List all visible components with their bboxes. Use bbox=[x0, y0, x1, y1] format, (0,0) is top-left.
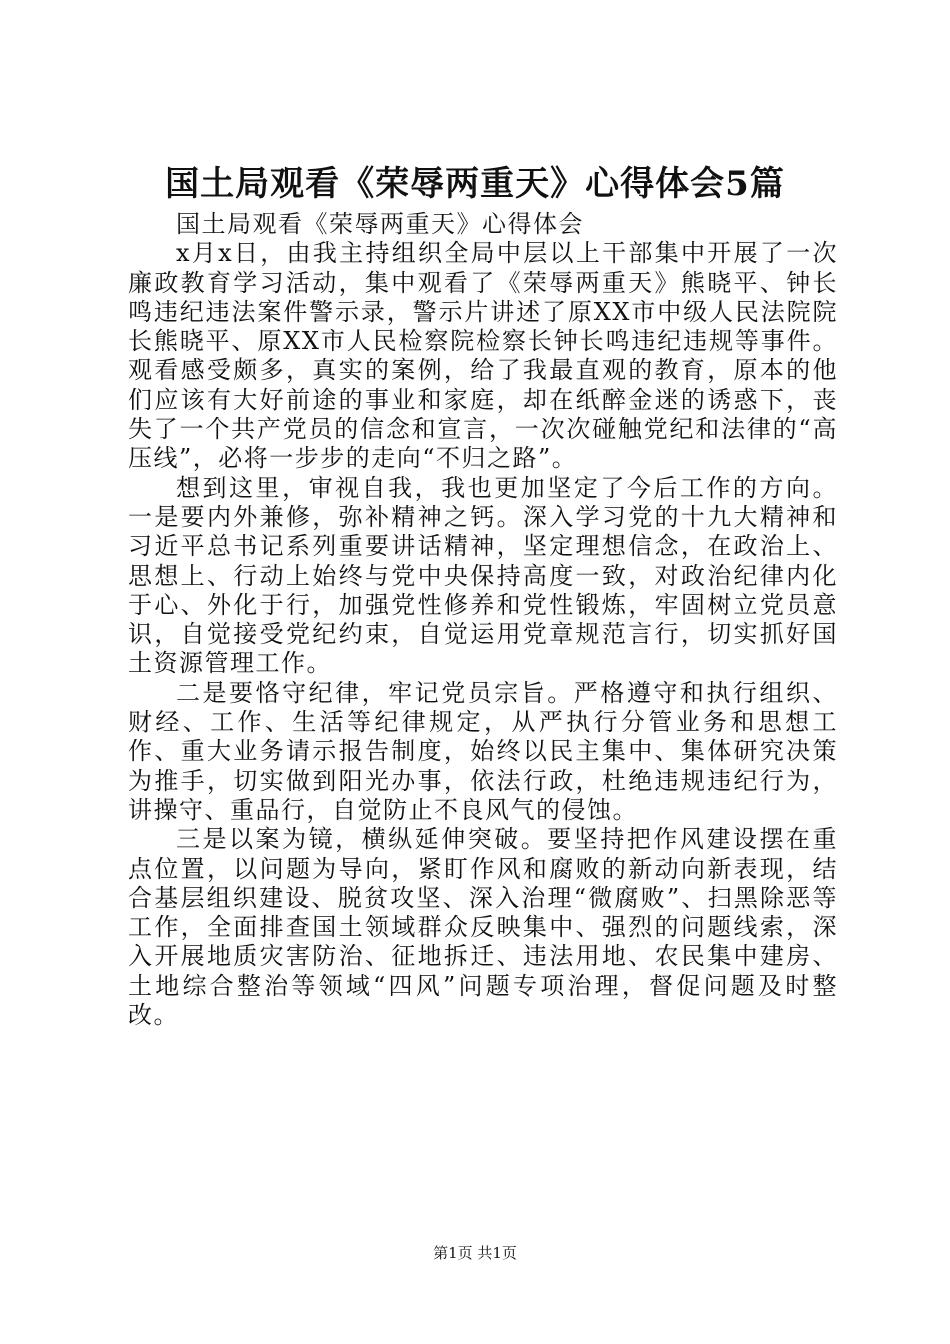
paragraph: x月x日，由我主持组织全局中层以上干部集中开展了一次廉政教育学习活动，集中观看了《荣辱两重天》熊晓平、钟长鸣违纪违法案件警示录，警示片讲述了原XX市中级人民法院院长熊晓平、原XX市人民检察院检察长钟长鸣违纪违规等事件。观看感受颇多，真实的案例，给了我最直观的教育，原本的他们应该有大好前途的事业和家庭，却在纸醉金迷的诱惑下，丧失了一个共产党员的信念和宣言，一次次碰触党纪和法律的“高压线”，必将一步步的走向“不归之路”。 bbox=[128, 239, 838, 473]
paragraph-subtitle: 国土局观看《荣辱两重天》心得体会 bbox=[176, 210, 584, 238]
paragraph: 想到这里，审视自我，我也更加坚定了今后工作的方向。一是要内外兼修，弥补精神之钙。深入学习党的十九大精神和习近平总书记系列重要讲话精神，坚定理想信念，在政治上、思想上、行动上始终与党中央保持高度一致，对政治纪律内化于心、外化于行，加强党性修养和党性锻炼，牢固树立党员意识，自觉接受党纪约束，自觉运用党章规范言行，切实抓好国土资源管理工作。 bbox=[128, 473, 838, 678]
document-title: 国土局观看《荣辱两重天》心得体会5篇 bbox=[165, 164, 785, 204]
paragraph: 三是以案为镜，横纵延伸突破。要坚持把作风建设摆在重点位置，以问题为导向，紧盯作风和腐败的新动向新表现，结合基层组织建设、脱贫攻坚、深入治理“微腐败”、扫黑除恶等工作，全面排查国土领域群众反映集中、强烈的问题线索，深入开展地质灾害防治、征地拆迁、违法用地、农民集中建房、土地综合整治等领域“四风”问题专项治理，督促问题及时整改。 bbox=[128, 825, 838, 1030]
paragraph: 二是要恪守纪律，牢记党员宗旨。严格遵守和执行组织、财经、工作、生活等纪律规定，从严执行分管业务和思想工作、重大业务请示报告制度，始终以民主集中、集体研究决策为推手，切实做到阳光办事，依法行政，杜绝违规违纪行为，讲操守、重品行，自觉防止不良风气的侵蚀。 bbox=[128, 678, 838, 824]
document-body bbox=[128, 210, 838, 1030]
page-number-footer: 第1页 共1页 bbox=[433, 1244, 517, 1262]
